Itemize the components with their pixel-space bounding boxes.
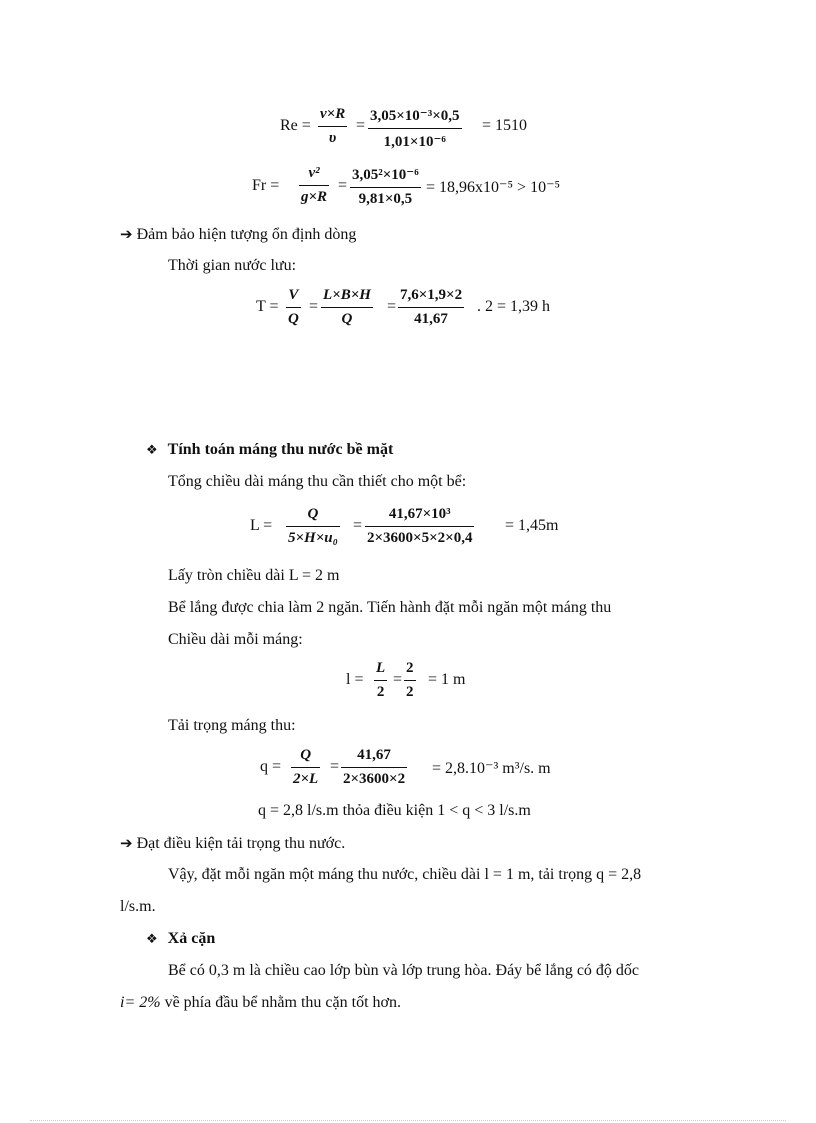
re-fraction-1: $\frac{v\times R}{\upsilon}$	[320, 106, 346, 146]
each-length-label: Chiều dài mỗi máng:	[168, 631, 303, 648]
sludge-line-2-rest: về phía đầu bể nhằm thu cặn tốt hơn.	[160, 994, 401, 1011]
conclusion-2-text: Đạt điều kiện tải trọng thu nước.	[136, 835, 346, 852]
t-fraction-2: $\frac{L\times B\times H}{Q}$	[323, 287, 371, 327]
small-l-lhs: l =	[346, 671, 364, 688]
small-l-fraction-2: $\frac{2}{2}$	[406, 660, 414, 700]
q-result: = 2,8.10⁻³ m³/s. m	[432, 760, 551, 777]
right-arrow-icon: ➔	[120, 834, 133, 852]
q-fraction-1: $\frac{Q}{2\times L}$	[293, 747, 319, 787]
divide-text: Bể lắng được chia làm 2 ngăn. Tiến hành đặt mỗi ngăn một máng thu	[168, 599, 612, 616]
t-fraction-1: $\frac{V}{Q}$	[288, 287, 299, 327]
l-fraction-2: $\frac{\text{41,67×10³}}{2\times 3600\times 5\times 2\times 0,4}$	[367, 506, 473, 546]
conclusion-1-text: Đảm bảo hiện tượng ổn định dòng	[136, 226, 357, 243]
sludge-line-1: Bể có 0,3 m là chiều cao lớp bùn và lớp trung hòa. Đáy bể lắng có độ dốc	[168, 962, 640, 979]
re-result: = 1510	[482, 117, 528, 134]
small-l-fraction-1: $\frac{L}{2}$	[376, 660, 386, 700]
q-condition: q = 2,8 l/s.m thỏa điều kiện 1 < q < 3 l/s.m	[258, 802, 531, 819]
q-lhs: q =	[260, 758, 282, 775]
fr-fraction-1: $\frac{\text{v²}}{g\times R}$	[301, 165, 328, 205]
diamond-bullet-icon: ❖	[146, 443, 158, 458]
re-lhs: Re =	[280, 117, 311, 134]
t-lhs: T =	[256, 298, 279, 315]
time-label: Thời gian nước lưu:	[168, 257, 297, 274]
re-fraction-2: $\frac{\text{3,05×10⁻³×0,5}}{\text{1,01×10⁻⁶}}$	[370, 108, 460, 150]
conclusion-2	[120, 834, 345, 853]
t-result: . 2 = 1,39 h	[477, 298, 551, 315]
sludge-line-2	[120, 994, 401, 1012]
section-1-title: Tính toán máng thu nước bề mặt	[167, 441, 394, 458]
page-bottom-divider	[30, 1120, 786, 1121]
total-length-label: Tổng chiều dài máng thu cần thiết cho một bể:	[168, 473, 467, 490]
right-arrow-icon: ➔	[120, 225, 133, 243]
l-fraction-1: $\frac{Q}{\text{5×H×u₀}}$	[288, 506, 338, 546]
fr-fraction-2: $\frac{\text{3,05²×10⁻⁶}}{9,81\times 0,5}$	[352, 167, 419, 207]
sludge-slope: i= 2%	[120, 994, 161, 1011]
small-l-result: = 1 m	[428, 671, 466, 688]
t-fraction-3: $\frac{7,6\times 1,9\times 2}{41,67}$	[400, 287, 463, 327]
load-label: Tải trọng máng thu:	[168, 717, 296, 734]
conclusion-1	[120, 225, 356, 244]
section-2-heading	[146, 930, 215, 948]
fr-result: = 18,96x10⁻⁵ > 10⁻⁵	[426, 179, 561, 196]
section-2-title: Xả cặn	[167, 930, 216, 947]
section-1-heading	[146, 441, 393, 459]
l-result: = 1,45m	[505, 517, 559, 534]
round-text: Lấy tròn chiều dài L = 2 m	[168, 567, 340, 584]
q-fraction-2: $\frac{41,67}{2\times 3600\times 2}$	[343, 747, 406, 787]
summary-line-1: Vậy, đặt mỗi ngăn một máng thu nước, chiều dài l = 1 m, tải trọng q = 2,8	[168, 866, 642, 883]
diamond-bullet-icon: ❖	[146, 932, 158, 947]
fr-lhs: Fr =	[252, 177, 280, 194]
l-lhs: L =	[250, 517, 273, 534]
summary-line-2: l/s.m.	[120, 898, 156, 915]
